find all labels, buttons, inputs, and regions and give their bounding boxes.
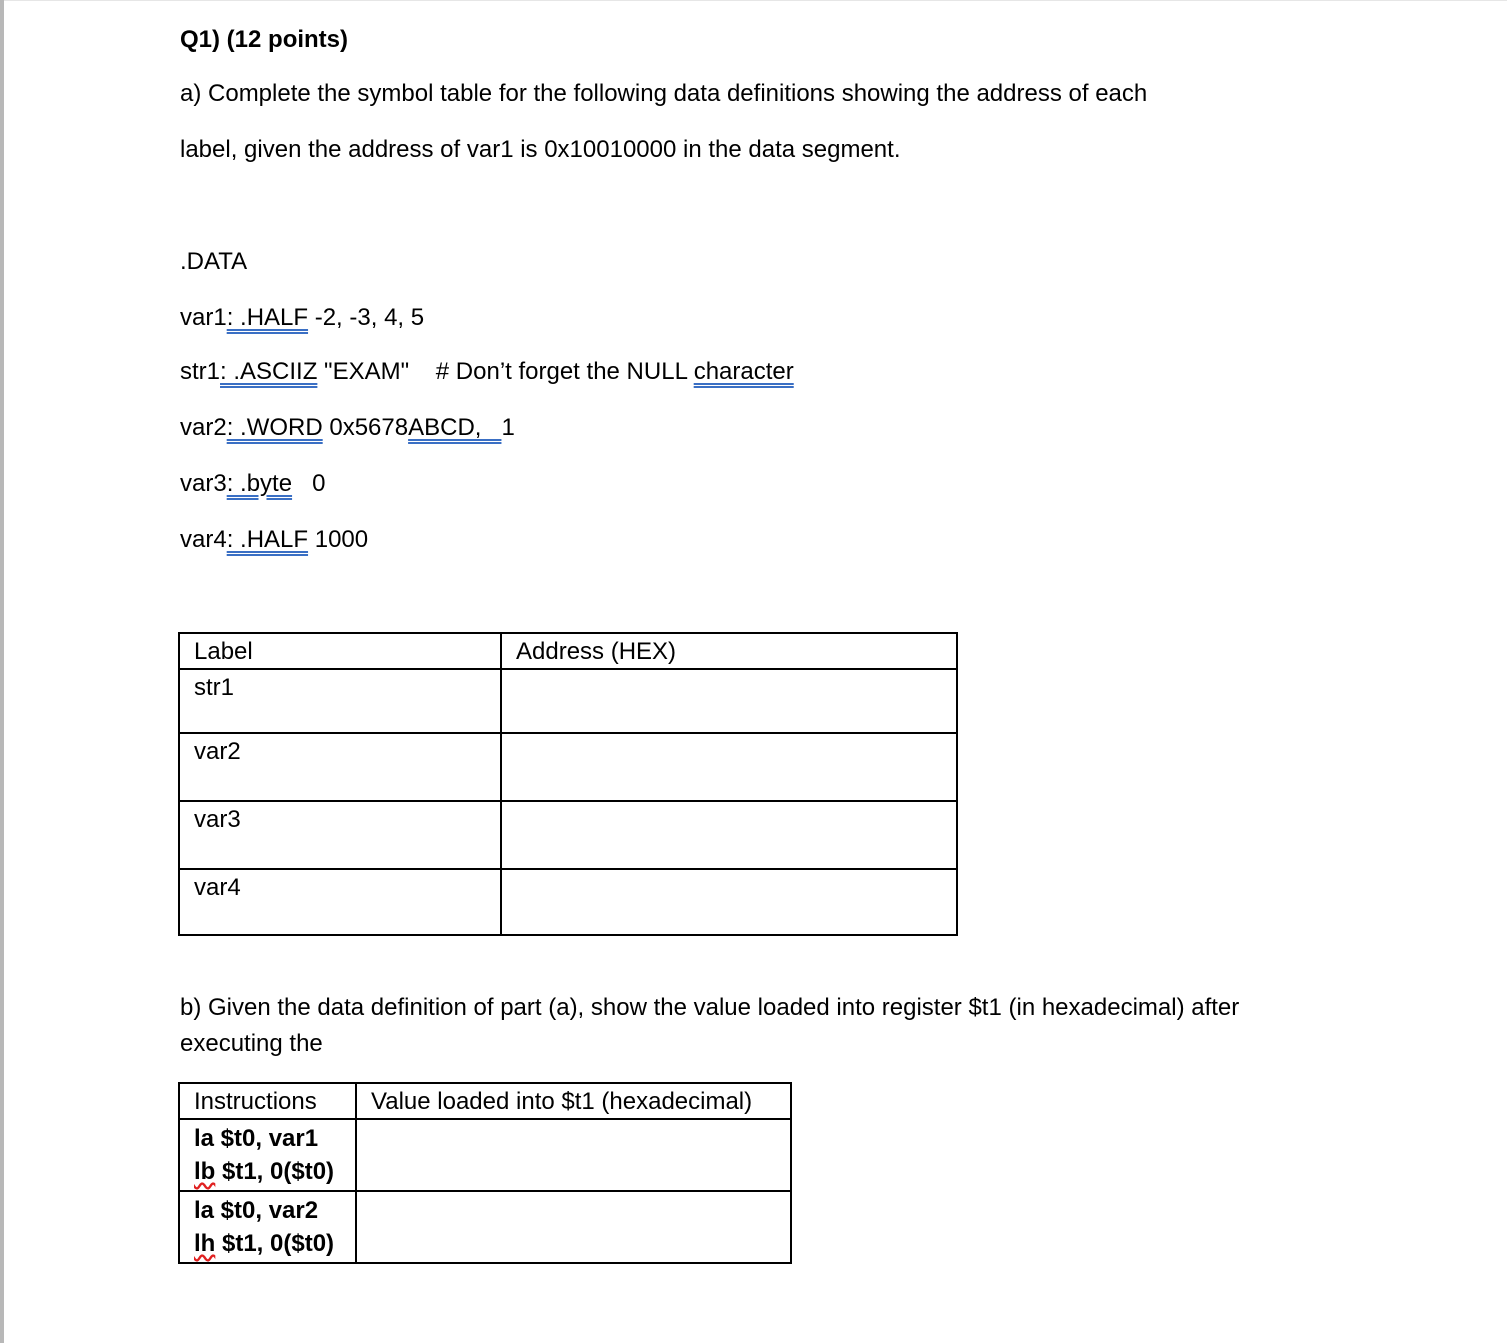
code-operands: 0	[292, 470, 326, 497]
code-operands: -2, -3, 4, 5	[308, 304, 425, 331]
instruction-line	[194, 1227, 341, 1260]
code-directive: : .HALF	[226, 526, 309, 553]
row-label: var4	[179, 869, 501, 935]
code-label: var3	[180, 470, 227, 497]
code-directive: : .WORD	[226, 414, 323, 441]
table-header-row	[179, 633, 957, 669]
instruction-cell	[179, 1191, 356, 1263]
part-b-instruction-line2: executing the	[180, 1030, 323, 1057]
header-label: Label	[179, 633, 501, 669]
code-line-var4	[180, 526, 368, 554]
row-label: str1	[179, 669, 501, 733]
code-operand-hex: 0x5678	[322, 414, 409, 441]
instruction-cell	[179, 1119, 356, 1191]
question-title: Q1) (12 points)	[180, 26, 349, 53]
code-directive: : .byte	[226, 470, 293, 497]
code-label: var4	[180, 526, 227, 553]
code-line-var2	[180, 414, 515, 442]
row-label: var2	[179, 733, 501, 801]
row-address-cell[interactable]	[501, 869, 957, 935]
code-directive: : .HALF	[226, 304, 309, 331]
comment-word: character	[693, 358, 794, 385]
code-operands: 1000	[308, 526, 369, 553]
part-a-instruction-line2: label, given the address of var1 is 0x10010000 in the data segment.	[180, 136, 901, 163]
table-row	[179, 869, 957, 935]
page-top-edge	[4, 0, 1507, 1]
table-row	[179, 669, 957, 733]
header-value: Value loaded into $t1 (hexadecimal)	[356, 1083, 791, 1119]
instruction-table	[178, 1082, 792, 1264]
code-operand-value: 1	[501, 414, 515, 441]
row-label: var3	[179, 801, 501, 869]
table-header-row	[179, 1083, 791, 1119]
code-label: var1	[180, 304, 227, 331]
opcode-misspelled: lb	[194, 1158, 216, 1185]
row-address-cell[interactable]	[501, 669, 957, 733]
code-operands-comment: "EXAM" # Don’t forget the NULL	[317, 358, 694, 385]
instruction-operands: $t1, 0($t0)	[215, 1230, 335, 1257]
table-row	[179, 801, 957, 869]
row-address-cell[interactable]	[501, 733, 957, 801]
table-row	[179, 1191, 791, 1263]
code-label: str1	[180, 358, 221, 385]
instruction-line	[194, 1155, 341, 1188]
value-cell[interactable]	[356, 1119, 791, 1191]
header-instructions: Instructions	[179, 1083, 356, 1119]
page-left-edge	[0, 0, 4, 1343]
value-cell[interactable]	[356, 1191, 791, 1263]
instruction-line: la $t0, var1	[194, 1125, 319, 1152]
table-row	[179, 733, 957, 801]
part-b-instruction-line1: b) Given the data definition of part (a), show the value loaded into register $t1 (in hexadecimal) after	[180, 994, 1240, 1021]
data-segment-directive: .DATA	[180, 248, 248, 275]
symbol-table	[178, 632, 958, 936]
part-a-instruction-line1: a) Complete the symbol table for the following data definitions showing the address of each	[180, 80, 1148, 107]
instruction-operands: $t1, 0($t0)	[215, 1158, 335, 1185]
code-line-var1	[180, 304, 424, 332]
code-directive: : .ASCIIZ	[220, 358, 318, 385]
header-address: Address (HEX)	[501, 633, 957, 669]
code-label: var2	[180, 414, 227, 441]
row-address-cell[interactable]	[501, 801, 957, 869]
code-line-var3	[180, 470, 325, 498]
code-operand-hex-suffix: ABCD,	[408, 414, 502, 441]
instruction-line: la $t0, var2	[194, 1197, 319, 1224]
table-row	[179, 1119, 791, 1191]
code-line-str1	[180, 358, 794, 386]
opcode-misspelled: lh	[194, 1230, 216, 1257]
